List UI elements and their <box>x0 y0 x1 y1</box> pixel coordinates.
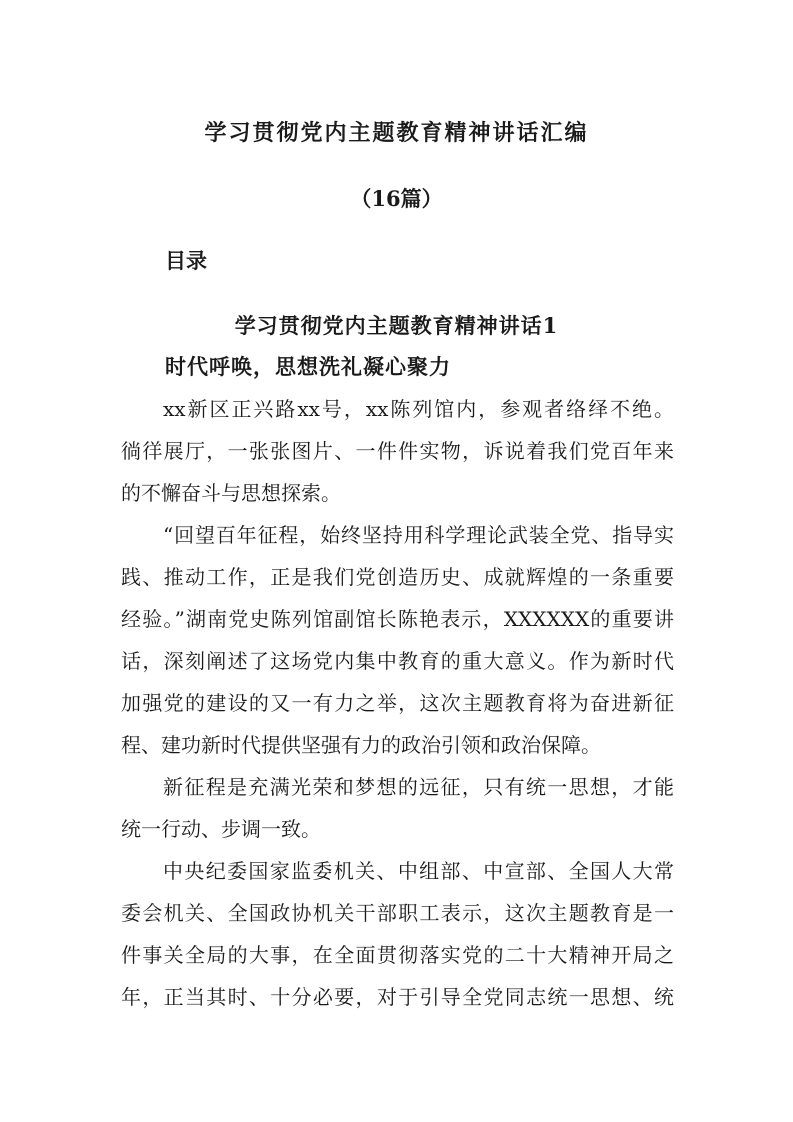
document-subtitle: （16篇） <box>350 186 443 211</box>
body-line: “回望百年征程，始终坚持用科学理论武装全党、指导实 <box>163 523 674 547</box>
body-line: 中央纪委国家监委机关、中组部、中宣部、全国人大常 <box>163 859 674 883</box>
body-line: 经验。”湖南党史陈列馆副馆长陈艳表示，XXXXXX的重要讲 <box>121 607 674 631</box>
toc-label: 目录 <box>165 248 207 273</box>
section-title: 学习贯彻党内主题教育精神讲话1 <box>234 313 559 338</box>
body-line: 的不懈奋斗与思想探索。 <box>121 481 341 505</box>
body-line: 徜徉展厅，一张张图片、一件件实物，诉说着我们党百年来 <box>121 439 674 463</box>
body-line: 话，深刻阐述了这场党内集中教育的重大意义。作为新时代 <box>121 649 674 673</box>
body-line: 程、建功新时代提供坚强有力的政治引领和政治保障。 <box>121 733 601 757</box>
body-line: 件事关全局的大事，在全面贯彻落实党的二十大精神开局之 <box>121 943 674 967</box>
body-line: 新征程是充满光荣和梦想的远征，只有统一思想，才能 <box>163 775 674 799</box>
body-line: xx新区正兴路xx号，xx陈列馆内，参观者络绎不绝。 <box>163 397 674 421</box>
body-line: 统一行动、步调一致。 <box>121 817 321 841</box>
body-line: 加强党的建设的又一有力之举，这次主题教育将为奋进新征 <box>121 691 674 715</box>
document-title: 学习贯彻党内主题教育精神讲话汇编 <box>204 120 589 146</box>
body-line: 践、推动工作，正是我们党创造历史、成就辉煌的一条重要 <box>121 565 674 589</box>
body-line: 委会机关、全国政协机关干部职工表示，这次主题教育是一 <box>121 901 674 925</box>
body-line: 年，正当其时、十分必要，对于引导全党同志统一思想、统 <box>121 985 674 1009</box>
section-heading: 时代呼唤，思想洗礼凝心聚力 <box>165 354 451 379</box>
